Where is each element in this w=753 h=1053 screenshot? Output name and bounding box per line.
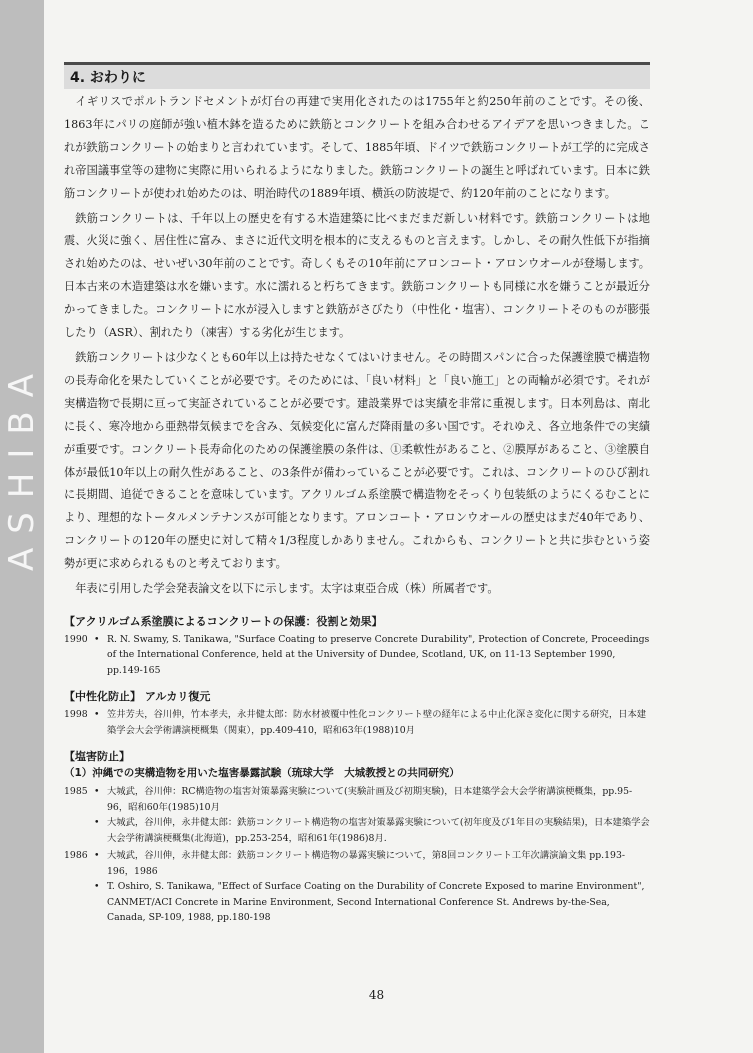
page-content: [64, 62, 650, 926]
ref-row: [64, 632, 650, 679]
ref-group-title-2: 【中性化防止】 アルカリ復元: [64, 690, 211, 704]
ref-item: [94, 848, 650, 879]
ref-year: 1998: [64, 709, 88, 721]
paragraph-1: イギリスでポルトランドセメントが灯台の再建で実用化されたのは1755年と約250年前のことです。その後、1863年にパリの庭師が強い植木鉢を造るために鉄筋とコンクリートを組み合わせるアイデアを思いつきました。これが鉄筋コンクリートの始まりと言われています。そして、1885年頃、ドイツで鉄筋コンクリートが工学的に完成され帝国議事堂等の建物に実際に用いられるようになりました。鉄筋コンクリートの誕生と呼ばれています。日本に鉄筋コンクリートが使われ始めたのは、明治時代の1889年頃、横浜の防波堤で、約120年前のことになります。: [64, 95, 650, 200]
paragraph-3: 鉄筋コンクリートは少なくとも60年以上は持たせなくてはいけません。その時間スパンに合った保護塗膜で構造物の長寿命化を果たしていくことが必要です。そのためには、「良い材料」と「良い施工」との両輪が必須です。それが実構造物で長期に亘って実証されていることが必要です。建設業界では実績を非常に重視します。日本列島は、南北に長く、寒冷地から亜熱帯気候までを含み、気候変化に富んだ降雨量の多い国です。それゆえ、各立地条件での実績が重要です。コンクリート長寿命化のための保護塗膜の条件は、①柔軟性があること、②膜厚があること、③塗膜自体が最低10年以上の耐久性があること、の3条件が備わっていることが必要です。これは、コンクリートのひび割れに長期間、追従できることを意味しています。アクリルゴム系塗膜で構造物をそっくり包装紙のようにくるむことにより、理想的なトータルメンテナンスが可能となります。アロンコート・アロンウオールの歴史はまだ40年であり、コンクリートの120年の歴史に対して精々1/3程度しかありません。これからも、コンクリートと共に歩むという姿勢が更に求められるものと考えております。: [64, 350, 650, 571]
bullet: •: [94, 709, 100, 721]
bullet: •: [94, 786, 100, 798]
ref-group-subtitle: （1）沖縄での実構造物を用いた塩害暴露試験（琉球大学 大城教授との共同研究）: [64, 767, 460, 780]
ref-item: [94, 879, 650, 926]
ref-item: [94, 632, 650, 679]
ref-item: [94, 815, 650, 846]
bullet: •: [94, 817, 100, 829]
ref-text: 大城武，谷川伸：RC構造物の塩害対策暴露実験について(実験計画及び初期実験)，日本建築学会大会学術講演梗概集，pp.95-96，昭和60年(1985)10月: [107, 786, 633, 813]
ref-text: R. N. Swamy, S. Tanikawa, "Surface Coating to preserve Concrete Durability", Protection of Concrete, Proceedings of the International Conference, held at the University of Dundee, Scotland, UK, on 11-13 September 1990, pp.149-165: [107, 633, 650, 676]
bullet: •: [94, 881, 100, 893]
sidebar: [0, 0, 44, 1053]
bullet: •: [94, 850, 100, 862]
ref-year: 1986: [64, 850, 88, 862]
ref-row: [64, 784, 650, 846]
ref-group-title-1: 【アクリルゴム系塗膜によるコンクリートの保護：役割と効果】: [64, 614, 383, 628]
bullet: •: [94, 633, 100, 645]
ref-item: [94, 784, 650, 815]
paragraph-4: 年表に引用した学会発表論文を以下に示します。太字は東亞合成（株）所属者です。: [75, 582, 499, 596]
ref-item: [94, 707, 650, 738]
section-heading: 4. おわりに: [64, 62, 650, 89]
sidebar-brand-text: ASHIBA: [2, 360, 42, 572]
page-number: 48: [368, 988, 385, 1002]
ref-group-title-3: 【塩害防止】: [64, 750, 130, 764]
paragraph-2: 鉄筋コンクリートは、千年以上の歴史を有する木造建築に比べまだまだ新しい材料です。鉄筋コンクリートは地震、火災に強く、居住性に富み、まさに近代文明を根本的に支えるものと言えます。しかし、その耐久性低下が指摘され始めたのは、せいぜい30年前のことです。奇しくもその10年前にアロンコート・アロンウオールが登場します。日本古来の木造建築は水を嫌います。水に濡れると朽ちてきます。鉄筋コンクリートも同様に水を嫌うことが最近分かってきました。コンクリートに水が浸入しますと鉄筋がさびたり（中性化・塩害）、コンクリートそのものが膨張したり（ASR）、割れたり（凍害）する劣化が生じます。: [64, 211, 650, 340]
ref-text: 笠井芳夫，谷川伸，竹本孝夫，永井健太郎：防水材被覆中性化コンクリート壁の経年による中止化深さ変化に関する研究，日本建築学会大会学術講演梗概集（関東），pp.409-410，昭和63年(1988)10月: [107, 709, 647, 736]
ref-row: [64, 707, 650, 738]
ref-row: [64, 848, 650, 926]
ref-text: T. Oshiro, S. Tanikawa, "Effect of Surface Coating on the Durability of Concrete Exposed to marine Environment", CANMET/ACI Concrete in Marine Environment, Second International Conference St. Andrews by-the-Sea, Canada, SP-109, 1988, pp.180-198: [107, 881, 645, 924]
ref-text: 大城武，谷川伸，永井健太郎：鉄筋コンクリート構造物の塩害対策暴露実験について(初年度及び1年目の実験結果)，日本建築学会大会学術講演梗概集(北海道)，pp.253-254，昭和61年(1986)8月.: [107, 817, 650, 844]
ref-text: 大城武，谷川伸，永井健太郎：鉄筋コンクリート構造物の暴露実験について，第8回コンクリート工年次講演論文集 pp.193-196，1986: [107, 850, 626, 877]
ref-year: 1990: [64, 633, 88, 645]
ref-year: 1985: [64, 786, 88, 798]
